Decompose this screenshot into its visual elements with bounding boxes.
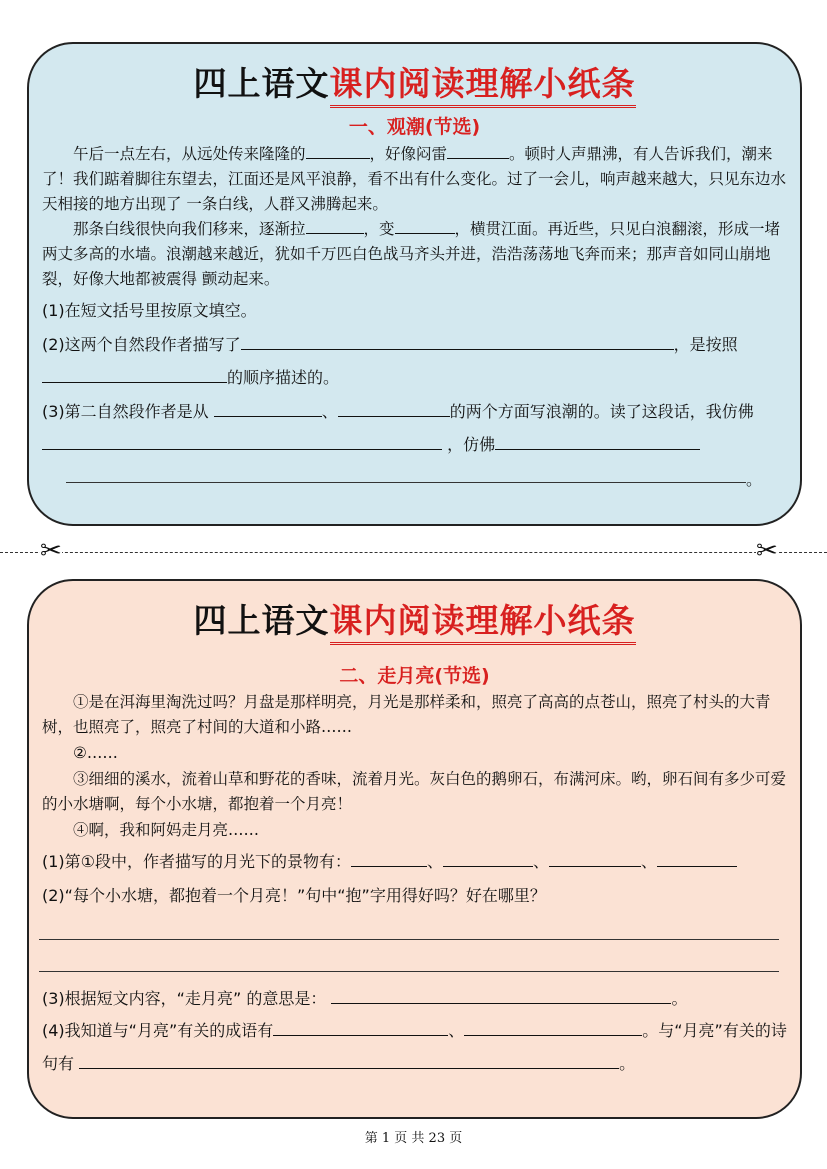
question-2: (2)“每个小水塘，都抱着一个月亮！”句中“抱”字用得好吗？好在哪里？ [42,886,546,905]
title-black-part: 四上语文 [193,64,330,103]
answer-line[interactable] [464,1020,642,1036]
answer-line[interactable] [39,971,779,972]
section-subtitle: 二、走月亮(节选) [339,665,490,687]
fill-blank[interactable] [395,218,455,234]
question-1: (1)第①段中，作者描写的月光下的景物有： 、 、 、 [42,845,798,878]
fill-blank[interactable] [306,143,370,159]
card-title [29,595,800,642]
cut-line [0,552,827,553]
answer-line[interactable] [66,482,746,483]
answer-line[interactable] [39,939,779,940]
answer-line[interactable] [351,851,427,867]
answer-line[interactable] [214,401,322,417]
question-3: (3)第二自然段作者是从 、 的两个方面写浪潮的。读了这段话，我仿佛 ，仿佛 [42,402,754,454]
answer-line[interactable] [241,334,674,350]
fill-blank[interactable] [306,218,364,234]
title-red-part: 课内阅读理解小纸条 [330,601,636,645]
fill-blank[interactable] [447,143,509,159]
question-3: (3)根据短文内容，“走月亮” 的意思是： 。 [42,989,688,1008]
question-4: (4)我知道与“月亮”有关的成语有 、 。与“月亮”有关的诗句有 。 [42,1021,787,1073]
answer-line[interactable] [549,851,641,867]
answer-line[interactable] [338,401,450,417]
question-2: (2)这两个自然段作者描写了 ，是按照 的顺序描述的。 [42,335,738,387]
answer-line[interactable] [273,1020,448,1036]
answer-line[interactable] [42,367,227,383]
scissors-icon: ✂ [756,536,778,566]
page-footer: 第 1 页 共 23 页 [364,1131,463,1146]
passage-paragraph-3: ③细细的溪水，流着山草和野花的香味，流着月光。灰白色的鹅卵石，布满河床。哟，卵石间有多少可爱的小水塘啊，每个小水塘，都抱着一个月亮！ [42,770,787,813]
passage-paragraph-4: ④啊，我和阿妈走月亮…… [73,821,260,839]
title-black-part: 四上语文 [193,601,330,640]
answer-line[interactable] [79,1053,619,1069]
answer-line[interactable] [443,851,533,867]
answer-line[interactable] [495,434,700,450]
card-title [29,58,800,105]
reading-card-guanchao [27,42,802,526]
answer-line[interactable] [42,434,442,450]
passage-paragraph-2: ②…… [73,744,118,762]
scissors-icon: ✂ [40,536,62,566]
question-1: (1)在短文括号里按原文填空。 [42,301,257,320]
passage-paragraph-1: 午后一点左右，从远处传来隆隆的 ，好像闷雷 。顿时人声鼎沸，有人告诉我们，潮来了！我们踮着脚往东望去，江面还是风平浪静，看不出有什么变化。过了一会儿，响声越来越大，只见东边水天相接的地方出现了 一条白线，人群又沸腾起来。 [42,145,787,213]
answer-line[interactable] [331,988,671,1004]
passage-paragraph-1: ①是在洱海里淘洗过吗？月盘是那样明亮，月光是那样柔和，照亮了高高的点苍山，照亮了村头的大青树，也照亮了，照亮了村间的大道和小路…… [42,693,771,736]
answer-line[interactable] [657,851,737,867]
passage-paragraph-2: 那条白线很快向我们移来，逐渐拉 ，变 ，横贯江面。再近些，只见白浪翻滚，形成一堵两丈多高的水墙。浪潮越来越近，犹如千万匹白色战马齐头并进，浩浩荡荡地飞奔而来；那声音如同山崩地裂，好像大地都被震得 颤动起来。 [42,220,781,288]
title-red-part: 课内阅读理解小纸条 [330,64,636,108]
section-subtitle: 一、观潮(节选) [348,116,481,138]
reading-card-zouyueliang [27,579,802,1119]
period-mark: 。 [746,470,763,489]
